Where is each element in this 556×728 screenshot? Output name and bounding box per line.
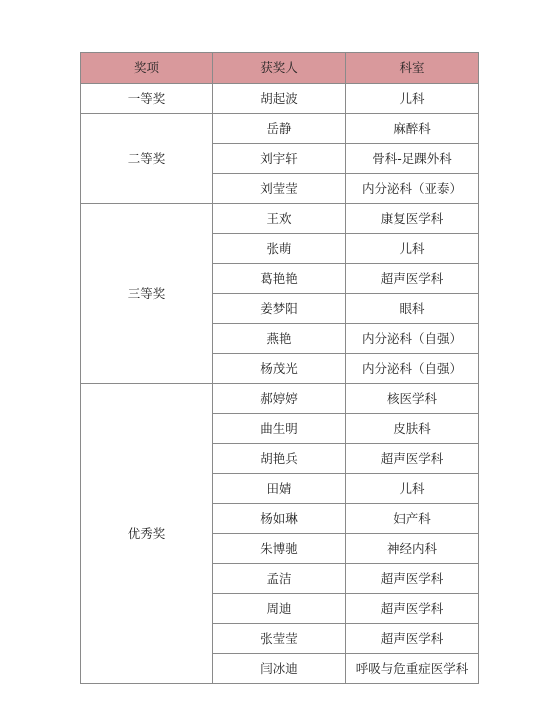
award-cell: 二等奖 [81, 114, 213, 204]
dept-cell: 儿科 [346, 84, 479, 114]
winner-cell: 闫冰迪 [213, 654, 346, 684]
winner-cell: 刘宇轩 [213, 144, 346, 174]
winner-cell: 姜梦阳 [213, 294, 346, 324]
winner-cell: 胡艳兵 [213, 444, 346, 474]
dept-cell: 内分泌科（自强） [346, 354, 479, 384]
dept-cell: 内分泌科（亚泰） [346, 174, 479, 204]
dept-cell: 妇产科 [346, 504, 479, 534]
dept-cell: 核医学科 [346, 384, 479, 414]
winner-cell: 曲生明 [213, 414, 346, 444]
awards-table [80, 52, 479, 684]
winner-cell: 孟洁 [213, 564, 346, 594]
header-award: 奖项 [81, 53, 213, 84]
dept-cell: 呼吸与危重症医学科 [346, 654, 479, 684]
dept-cell: 儿科 [346, 234, 479, 264]
dept-cell: 超声医学科 [346, 444, 479, 474]
header-winner: 获奖人 [213, 53, 346, 84]
dept-cell: 内分泌科（自强） [346, 324, 479, 354]
winner-cell: 田婧 [213, 474, 346, 504]
table-row [81, 114, 479, 144]
header-dept: 科室 [346, 53, 479, 84]
table-row [81, 384, 479, 414]
winner-cell: 周迪 [213, 594, 346, 624]
dept-cell: 神经内科 [346, 534, 479, 564]
header-row [81, 53, 479, 84]
dept-cell: 康复医学科 [346, 204, 479, 234]
table-row [81, 84, 479, 114]
winner-cell: 刘莹莹 [213, 174, 346, 204]
winner-cell: 朱博驰 [213, 534, 346, 564]
winner-cell: 张萌 [213, 234, 346, 264]
award-cell: 一等奖 [81, 84, 213, 114]
dept-cell: 超声医学科 [346, 594, 479, 624]
winner-cell: 杨如琳 [213, 504, 346, 534]
award-cell: 三等奖 [81, 204, 213, 384]
winner-cell: 葛艳艳 [213, 264, 346, 294]
dept-cell: 骨科-足踝外科 [346, 144, 479, 174]
table-body [81, 84, 479, 684]
dept-cell: 超声医学科 [346, 564, 479, 594]
winner-cell: 岳静 [213, 114, 346, 144]
winner-cell: 燕艳 [213, 324, 346, 354]
dept-cell: 麻醉科 [346, 114, 479, 144]
award-cell: 优秀奖 [81, 384, 213, 684]
dept-cell: 皮肤科 [346, 414, 479, 444]
winner-cell: 王欢 [213, 204, 346, 234]
table-row [81, 204, 479, 234]
winner-cell: 郝婷婷 [213, 384, 346, 414]
winner-cell: 杨茂光 [213, 354, 346, 384]
dept-cell: 超声医学科 [346, 264, 479, 294]
dept-cell: 儿科 [346, 474, 479, 504]
dept-cell: 超声医学科 [346, 624, 479, 654]
dept-cell: 眼科 [346, 294, 479, 324]
winner-cell: 胡起波 [213, 84, 346, 114]
winner-cell: 张莹莹 [213, 624, 346, 654]
